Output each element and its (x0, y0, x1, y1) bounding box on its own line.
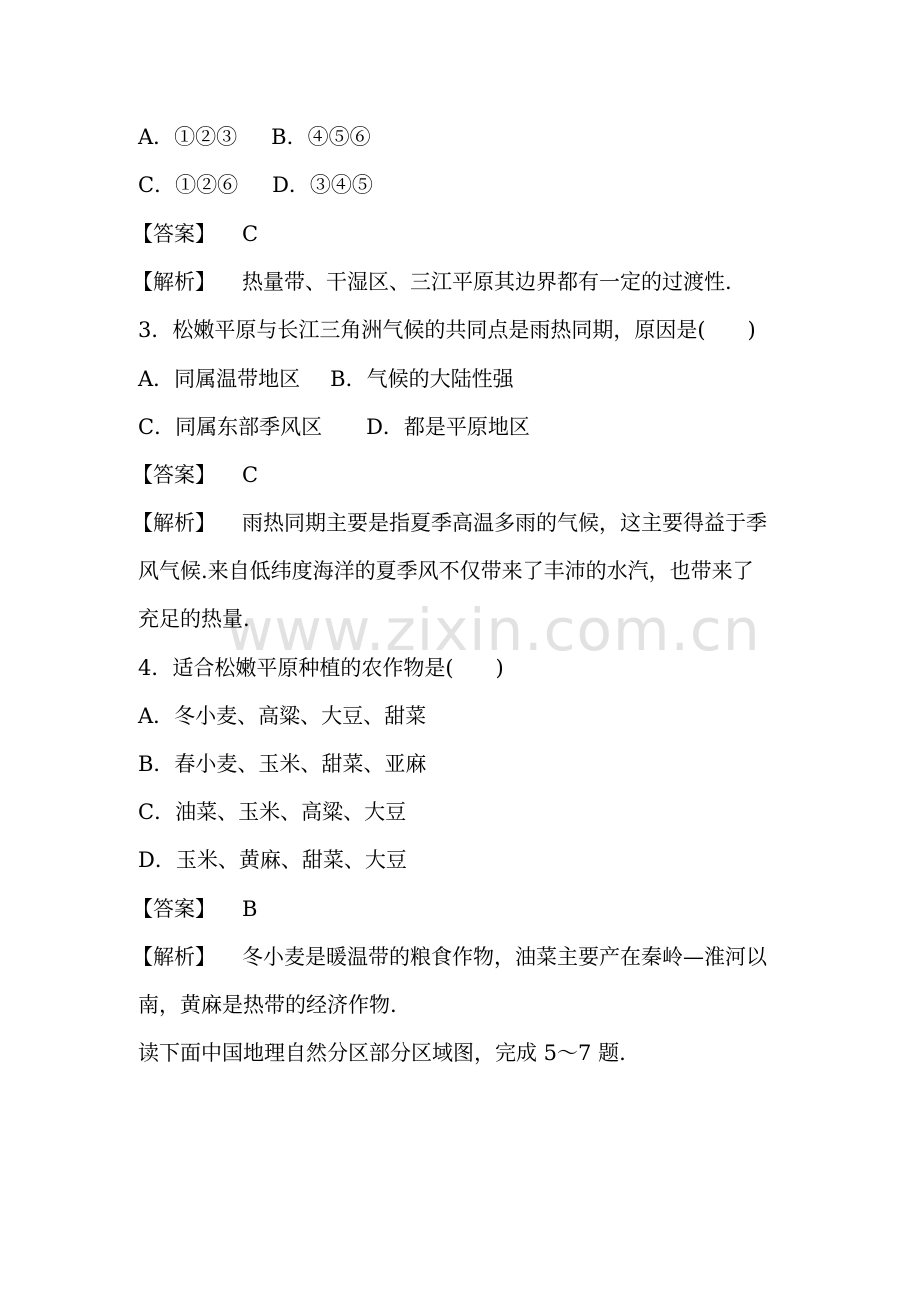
q4-explanation-line-2: 南，黄麻是热带的经济作物. (138, 993, 397, 1017)
q3-options-cd (138, 413, 530, 441)
explanation-label: 【解析】 (132, 270, 216, 294)
q4-answer (132, 895, 258, 923)
answer-value: C (242, 463, 259, 487)
q2-option-c: C．①②⑥ (138, 173, 239, 197)
q2-option-d: D．③④⑤ (272, 173, 373, 197)
q3-option-b: B．气候的大陆性强 (330, 367, 514, 391)
answer-value: C (242, 222, 259, 246)
explanation-text: 雨热同期主要是指夏季高温多雨的气候，这主要得益于季 (242, 511, 767, 535)
q3-option-a: A．同属温带地区 (138, 367, 301, 391)
explanation-text: 热量带、干湿区、三江平原其边界都有一定的过渡性. (242, 270, 732, 294)
q2-option-a: A．①②③ (138, 125, 238, 149)
q2-option-b: B．④⑤⑥ (271, 125, 371, 149)
q2-options-ab (138, 123, 371, 151)
q3-explanation-line-3: 充足的热量. (138, 607, 250, 631)
answer-label: 【答案】 (132, 222, 216, 246)
q2-explanation (132, 268, 732, 296)
q2-answer (132, 220, 259, 248)
explanation-text: 冬小麦是暖温带的粮食作物，油菜主要产在秦岭—淮河以 (242, 945, 767, 969)
q3-stem: 3．松嫩平原与长江三角洲气候的共同点是雨热同期，原因是( ) (138, 318, 756, 342)
q3-explanation-line-2: 风气候.来自低纬度海洋的夏季风不仅带来了丰沛的水汽，也带来了 (138, 559, 754, 583)
q2-options-cd (138, 171, 373, 199)
q3-option-c: C．同属东部季风区 (138, 415, 323, 439)
answer-value: B (242, 897, 258, 921)
intro-questions-5-7: 读下面中国地理自然分区部分区域图，完成 5～7 题. (138, 1041, 626, 1065)
q4-stem: 4．适合松嫩平原种植的农作物是( ) (138, 656, 504, 680)
answer-label: 【答案】 (132, 897, 216, 921)
q4-option-c: C．油菜、玉米、高粱、大豆 (138, 800, 407, 824)
answer-label: 【答案】 (132, 463, 216, 487)
q3-explanation-line-1 (132, 509, 767, 537)
q4-option-a: A．冬小麦、高粱、大豆、甜菜 (138, 704, 427, 728)
explanation-label: 【解析】 (132, 511, 216, 535)
q3-options-ab (138, 365, 514, 393)
explanation-label: 【解析】 (132, 945, 216, 969)
q3-answer (132, 461, 259, 489)
q4-option-b: B．春小麦、玉米、甜菜、亚麻 (138, 752, 427, 776)
q4-option-d: D．玉米、黄麻、甜菜、大豆 (138, 848, 407, 872)
q3-option-d: D．都是平原地区 (366, 415, 530, 439)
q4-explanation-line-1 (132, 943, 767, 971)
watermark: www.zixin.com.cn (226, 596, 761, 664)
